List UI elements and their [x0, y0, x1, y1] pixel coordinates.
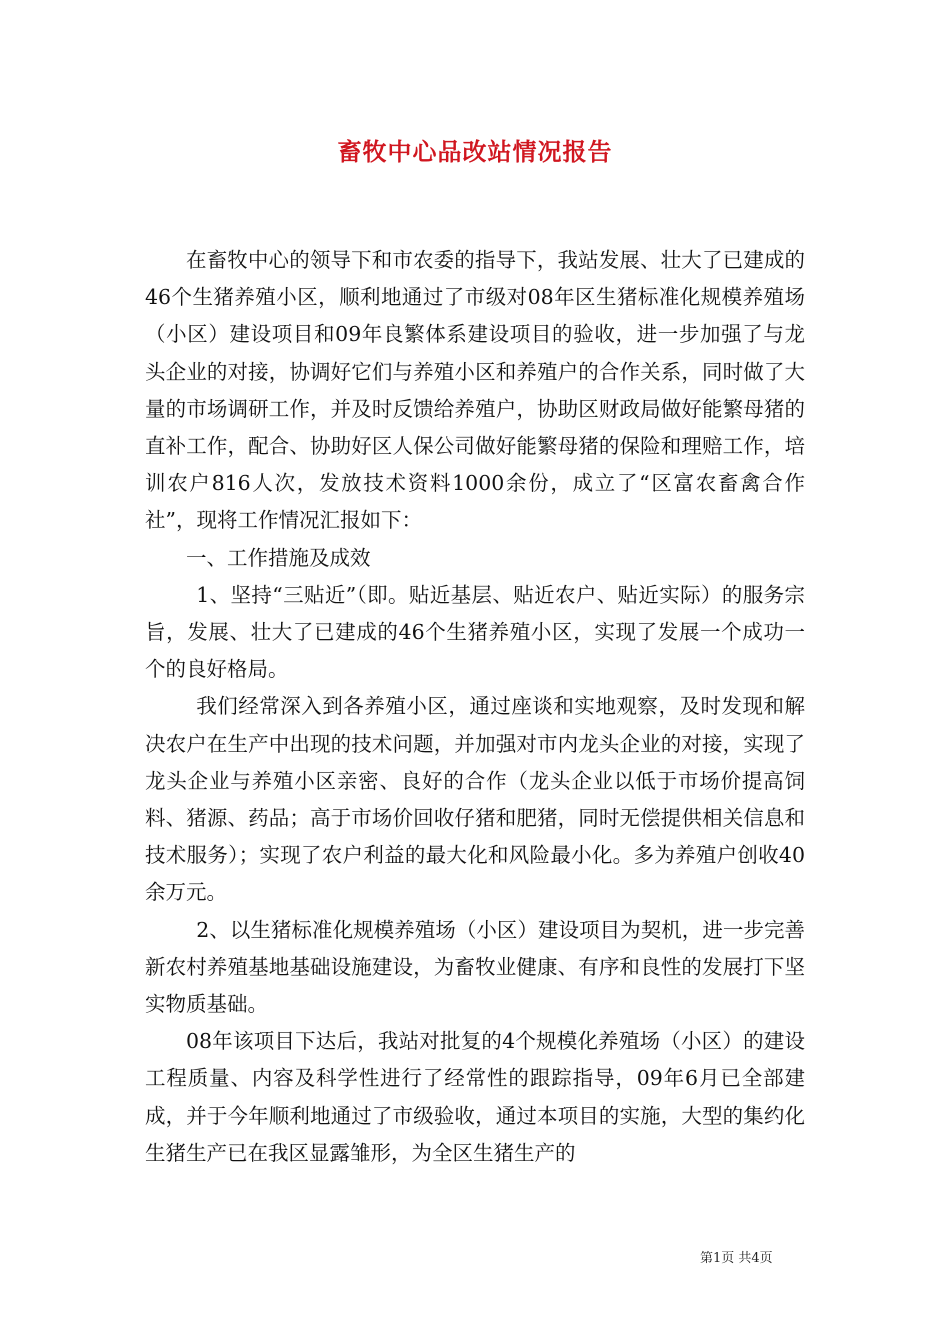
paragraph-cooperation: 我们经常深入到各养殖小区，通过座谈和实地观察，及时发现和解决农户在生产中出现的技术问题，并加强对市内龙头企业的对接，实现了龙头企业与养殖小区亲密、良好的合作（龙头企业以低于市场价提高饲料、猪源、药品；高于市场价回收仔猪和肥猪，同时无偿提供相关信息和技术服务）；实现了农户利益的最大化和风险最小化。多为养殖户创收40余万元。	[145, 694, 805, 905]
section-heading-measures: 一、工作措施及成效	[186, 545, 371, 570]
paragraph-item-2: 2、以生猪标准化规模养殖场（小区）建设项目为契机，进一步完善新农村养殖基地基础设施建设，为畜牧业健康、有序和良性的发展打下坚实物质基础。	[145, 917, 805, 1017]
paragraph-intro: 在畜牧中心的领导下和市农委的指导下，我站发展、壮大了已建成的46个生猪养殖小区，顺利地通过了市级对08年区生猪标准化规模养殖场（小区）建设项目和09年良繁体系建设项目的验收，进一步加强了与龙头企业的对接，协调好它们与养殖小区和养殖户的合作关系，同时做了大量的市场调研工作，并及时反馈给养殖户，协助区财政局做好能繁母猪的直补工作，配合、协助好区人保公司做好能繁母猪的保险和理赔工作，培训农户816人次，发放技术资料1000余份，成立了“区富农畜禽合作社”，现将工作情况汇报如下：	[145, 248, 805, 533]
document-title: 畜牧中心品改站情况报告	[337, 137, 613, 166]
document-body	[145, 242, 805, 1172]
paragraph-project: 08年该项目下达后，我站对批复的4个规模化养殖场（小区）的建设工程质量、内容及科学性进行了经常性的跟踪指导，09年6月已全部建成，并于今年顺利地通过了市级验收，通过本项目的实施，大型的集约化生猪生产已在我区显露雏形，为全区生猪生产的	[145, 1029, 805, 1165]
page-number-footer: 第1页 共4页	[700, 1251, 773, 1266]
paragraph-item-1: 1、坚持“三贴近”（即。贴近基层、贴近农户、贴近实际）的服务宗旨，发展、壮大了已建成的46个生猪养殖小区，实现了发展一个成功一个的良好格局。	[145, 582, 805, 682]
